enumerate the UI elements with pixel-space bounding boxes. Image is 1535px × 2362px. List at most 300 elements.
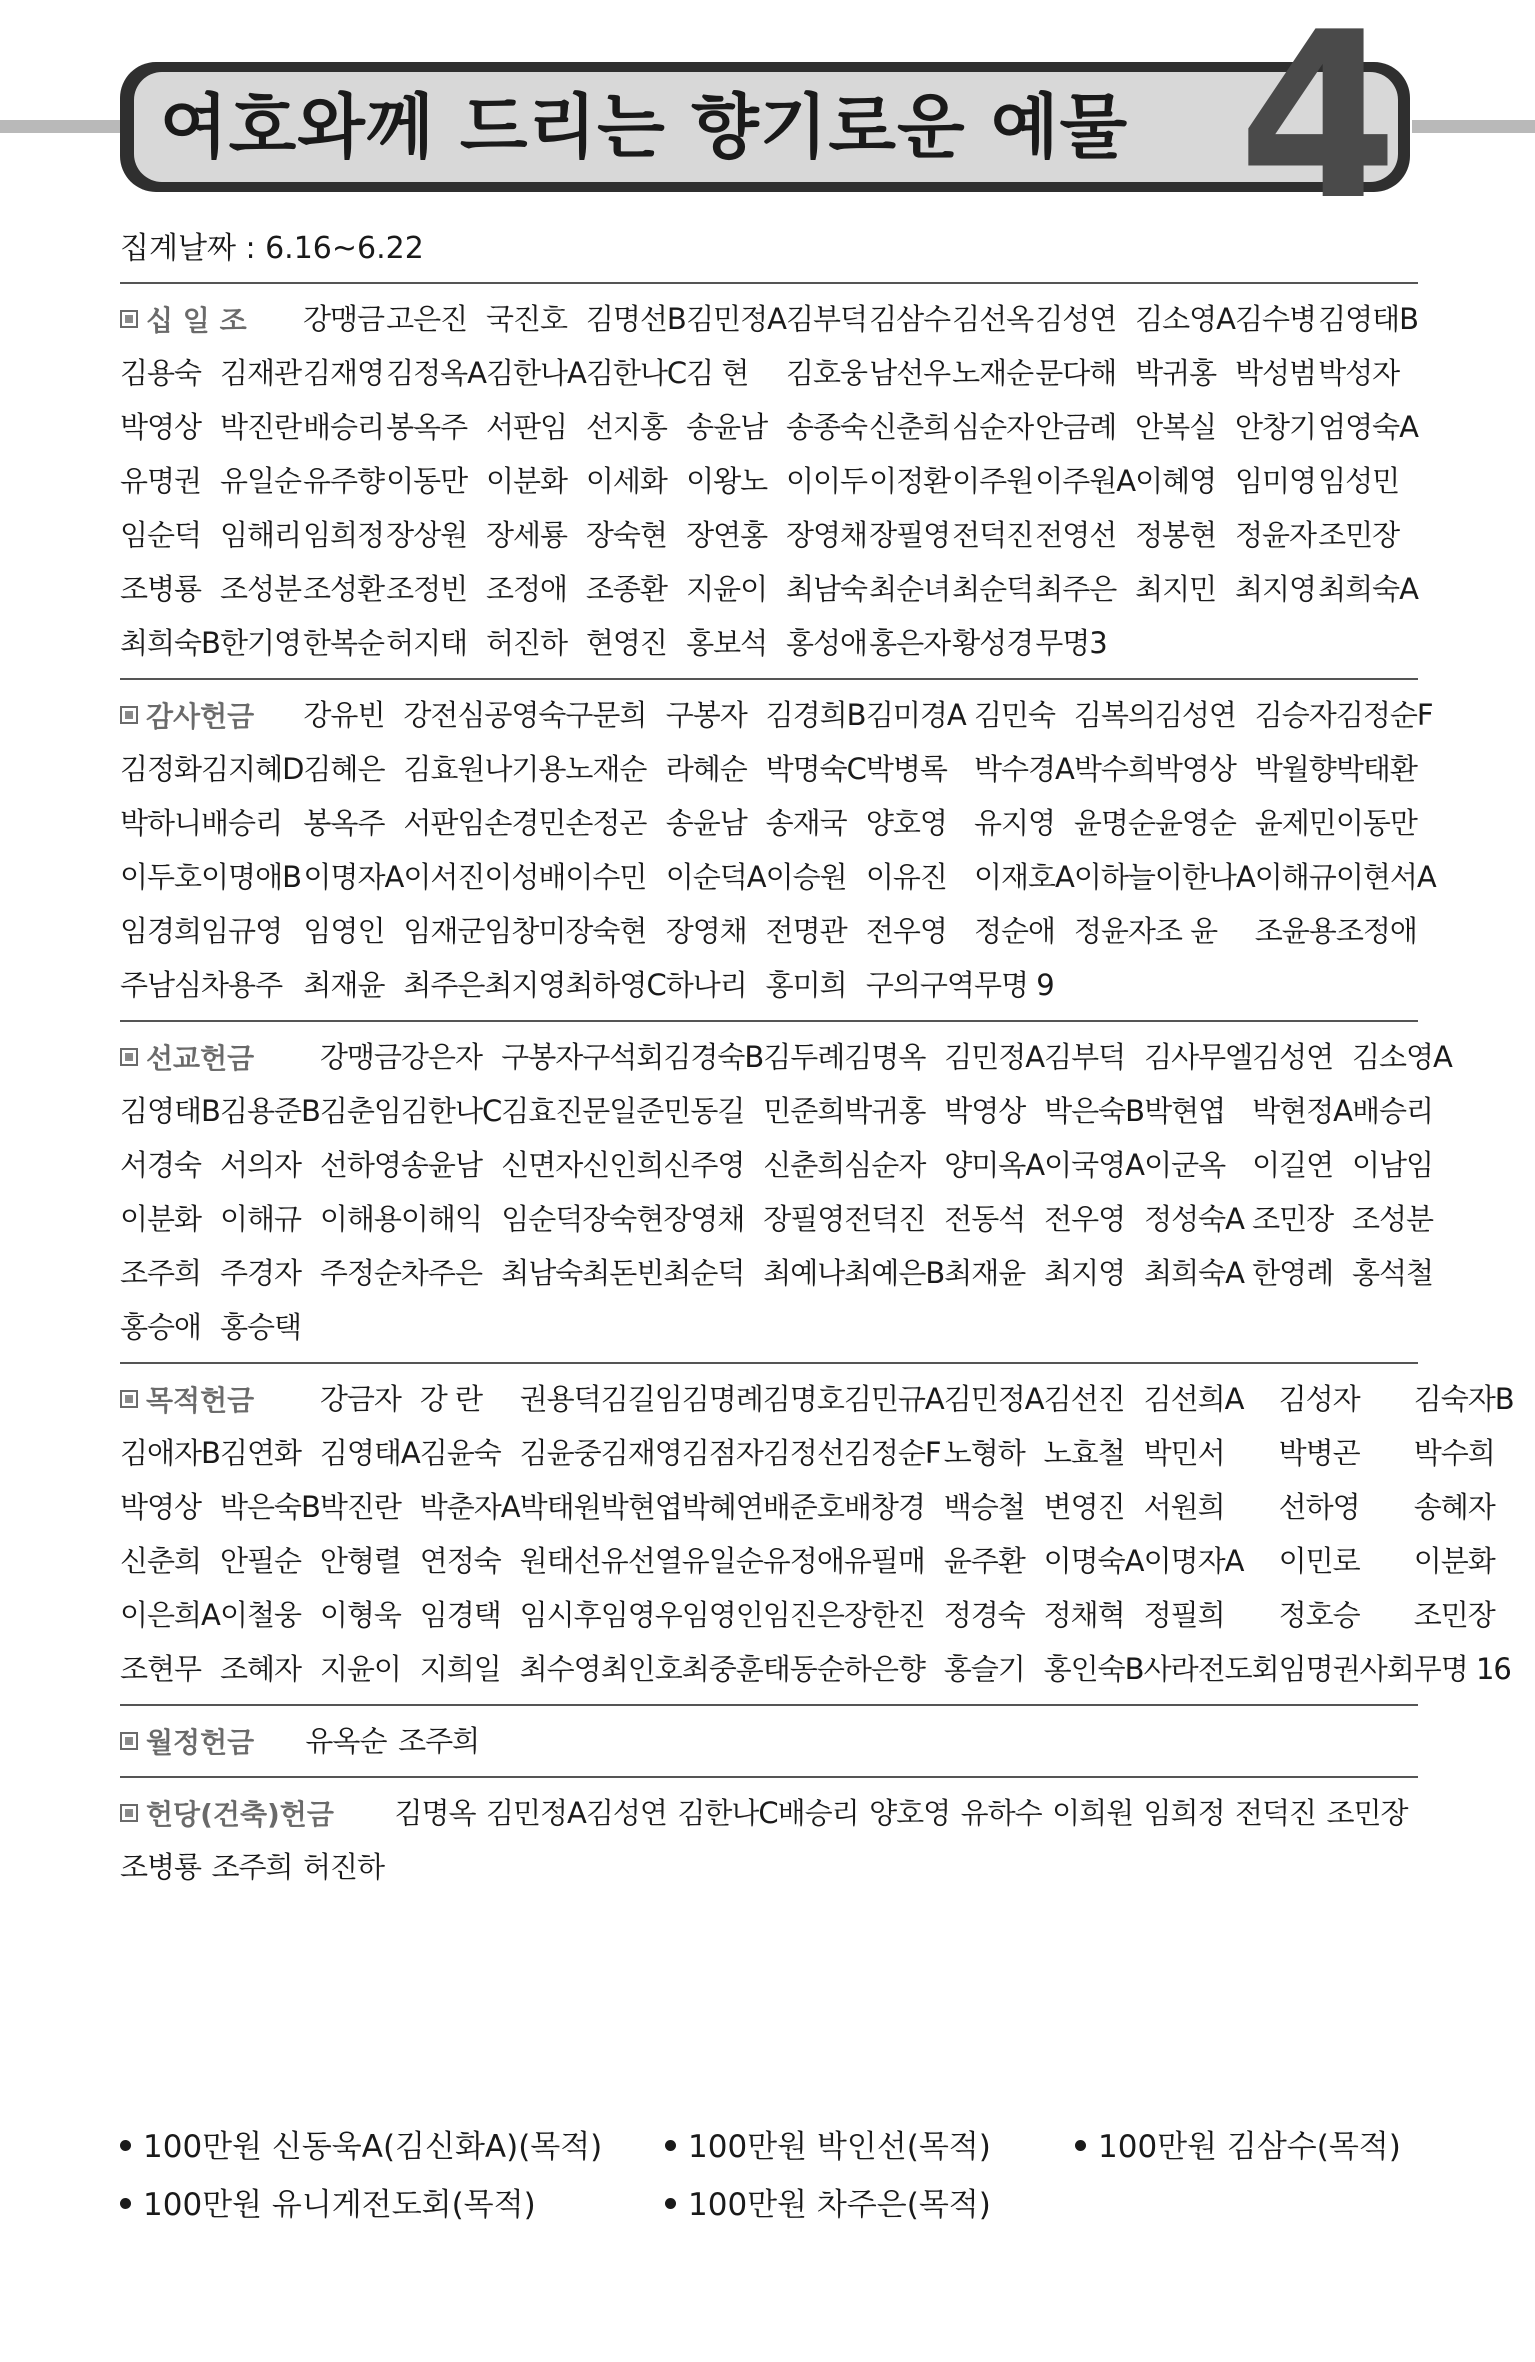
donor-name: 김소영A [1352, 1040, 1452, 1074]
donor-name: 이성배 [484, 860, 566, 894]
donor-name: 한영례 [1252, 1256, 1334, 1290]
donor-name: 정성숙A [1144, 1202, 1244, 1236]
donor-name: 박수희 [1413, 1436, 1495, 1470]
special-gift-text: 100만원 신동욱A(김신화A)(목적) [143, 2129, 603, 2165]
donor-name: 홍승애 [120, 1310, 202, 1344]
donor-name: 김한나C [585, 356, 687, 390]
donor-name: 정윤자 [1235, 518, 1317, 552]
donor-name: 임규영 [201, 914, 283, 948]
donor-name: 김 현 [686, 356, 749, 390]
donor-name: 서의자 [219, 1148, 301, 1182]
donor-name: 백승철 [943, 1490, 1025, 1524]
donor-name: 최희숙B [120, 626, 220, 660]
donor-name: 이남임 [1352, 1148, 1434, 1182]
donor-name: 김수병 [1235, 302, 1317, 336]
donor-name: 최희숙A [1318, 572, 1418, 606]
donor-name: 홍승택 [219, 1310, 301, 1344]
donor-name: 이해규 [1254, 860, 1336, 894]
special-gift-item [1075, 2118, 1401, 2176]
donor-name: 선하영 [319, 1148, 401, 1182]
page-title: 여호와께 드리는 향기로운 예물 [160, 86, 1129, 168]
donor-name: 김용준B [219, 1094, 320, 1128]
donor-name: 김재관 [219, 356, 301, 390]
donor-name: 심순자 [844, 1148, 926, 1182]
donor-name: 전우영 [1044, 1202, 1126, 1236]
special-gift-text: 100만원 박인선(목적) [688, 2129, 991, 2165]
donor-name: 조성환 [303, 572, 385, 606]
donor-name: 양호영 [869, 1796, 951, 1830]
donor-name: 안복실 [1135, 410, 1217, 444]
donor-name: 선하영 [1278, 1490, 1360, 1524]
donor-name: 최예나 [763, 1256, 845, 1290]
square-bullet-icon [120, 706, 138, 724]
donor-name: 김성연 [585, 1796, 667, 1830]
donor-name: 이주원 [952, 464, 1034, 498]
donor-name: 김용숙 [120, 356, 202, 390]
donor-name: 임해리 [219, 518, 301, 552]
section-title: 월정헌금 [146, 1726, 255, 1759]
donor-name: 김윤숙 [419, 1436, 501, 1470]
donor-name: 장연홍 [686, 518, 768, 552]
donor-name: 홍보석 [686, 626, 768, 660]
donor-name: 최재윤 [944, 1256, 1026, 1290]
donor-name: 김사무엘 [1144, 1040, 1253, 1074]
donor-name: 엄영숙A [1318, 410, 1418, 444]
donor-name: 임명권사회 [1278, 1652, 1414, 1686]
donor-name: 김재영 [303, 356, 385, 390]
offering-section [120, 1704, 1418, 1776]
section-title: 선교헌금 [146, 1042, 255, 1075]
donor-name: 노재순 [952, 356, 1034, 390]
donor-name: 봉옥주 [386, 410, 468, 444]
donor-name: 이재호A [973, 860, 1074, 894]
donor-name: 조정애 [485, 572, 567, 606]
donor-name: 김선진 [1043, 1382, 1125, 1416]
donor-name: 박진란 [319, 1490, 401, 1524]
donor-name: 장필영 [869, 518, 951, 552]
donor-name: 강은자 [400, 1040, 482, 1074]
donor-name: 이형욱 [319, 1598, 401, 1632]
donor-name: 고은진 [386, 302, 468, 336]
donor-name: 김승자 [1254, 698, 1336, 732]
donor-name: 박병록 [865, 752, 947, 786]
donor-name: 박귀홍 [1135, 356, 1217, 390]
donor-name: 김민정A [944, 1040, 1045, 1074]
donor-name: 전영선 [1035, 518, 1117, 552]
donor-name: 이서진 [403, 860, 485, 894]
donor-name: 유선열 [600, 1544, 682, 1578]
donor-name: 송재국 [765, 806, 847, 840]
section-heading [120, 1037, 320, 1077]
donor-name: 임순덕 [120, 518, 202, 552]
donor-name: 신인희 [582, 1148, 664, 1182]
donor-name: 조민장 [1413, 1598, 1495, 1632]
donor-name: 박월향 [1254, 752, 1336, 786]
donor-name: 임경희 [120, 914, 202, 948]
donor-name: 최순녀 [869, 572, 951, 606]
donor-name: 김성연 [1035, 302, 1117, 336]
donor-name: 이해익 [400, 1202, 482, 1236]
donor-name: 배승리 [1352, 1094, 1434, 1128]
donor-name: 김영태B [1318, 302, 1418, 336]
donor-name: 양호영 [865, 806, 947, 840]
donor-name: 임성민 [1318, 464, 1400, 498]
date-range: 집계날짜 : 6.16~6.22 [120, 231, 424, 266]
donor-name: 임희정 [303, 518, 385, 552]
donor-name: 문다해 [1035, 356, 1117, 390]
donor-name: 주남심 [120, 968, 202, 1002]
donor-name: 박은숙B [1044, 1094, 1145, 1128]
donor-name: 김민정A [686, 302, 787, 336]
offering-section [120, 1776, 1418, 1902]
donor-name: 전덕진 [1235, 1796, 1317, 1830]
donor-name: 변영진 [1043, 1490, 1125, 1524]
square-bullet-icon [120, 1804, 138, 1822]
donor-name: 이정환 [869, 464, 951, 498]
donor-name: 안필순 [219, 1544, 301, 1578]
donor-name: 조주희 [120, 1256, 202, 1290]
donor-name: 김지혜D [201, 752, 304, 786]
donor-name: 박귀홍 [844, 1094, 926, 1128]
offerings-list [120, 282, 1514, 1902]
donor-name: 구석회 [582, 1040, 664, 1074]
donor-name: 이분화 [120, 1202, 202, 1236]
donor-name: 이수민 [565, 860, 647, 894]
donor-name: 김경숙B [663, 1040, 764, 1074]
donor-name: 조현무 [120, 1652, 202, 1686]
donor-name: 김혜은 [303, 752, 385, 786]
square-bullet-icon [120, 1390, 138, 1408]
square-bullet-icon [120, 1732, 138, 1750]
donor-name: 이동만 [386, 464, 468, 498]
donor-name: 연정숙 [419, 1544, 501, 1578]
donor-name: 김부덕 [786, 302, 868, 336]
donor-name: 최하영C [565, 968, 666, 1002]
donor-name: 공영숙 [484, 698, 566, 732]
donor-name: 한기영 [219, 626, 301, 660]
donor-name: 김복의 [1073, 698, 1155, 732]
donor-name: 김영태A [319, 1436, 420, 1470]
donor-name: 권용덕 [519, 1382, 601, 1416]
donor-name: 홍성애 [786, 626, 868, 660]
donor-name: 김선옥 [952, 302, 1034, 336]
donor-name: 홍인숙B [1043, 1652, 1144, 1686]
bullet-icon [120, 2198, 131, 2209]
donor-name: 강맹금 [319, 1040, 401, 1074]
donor-name: 박성자 [1318, 356, 1400, 390]
donor-name: 박현정A [1252, 1094, 1353, 1128]
donor-name: 이분화 [485, 464, 567, 498]
donor-name: 김점자 [681, 1436, 763, 1470]
special-gifts [120, 2118, 1418, 2234]
donor-name: 조민장 [1326, 1796, 1408, 1830]
donor-name: 조윤용 [1254, 914, 1336, 948]
donor-name: 무명 9 [973, 968, 1054, 1002]
donor-name: 정경숙 [943, 1598, 1025, 1632]
donor-name: 임시후 [519, 1598, 601, 1632]
donor-name: 전덕진 [844, 1202, 926, 1236]
donor-name: 이은희A [120, 1598, 220, 1632]
donor-name: 윤주환 [943, 1544, 1025, 1578]
donor-name: 한복순 [303, 626, 385, 660]
donor-name: 박혜연 [681, 1490, 763, 1524]
donor-name: 최인호 [600, 1652, 682, 1686]
donor-name: 유명권 [120, 464, 202, 498]
square-bullet-icon [120, 1048, 138, 1066]
donor-name: 조병룡 [120, 1850, 202, 1884]
donor-name: 배창경 [843, 1490, 925, 1524]
donor-name: 전우영 [865, 914, 947, 948]
donor-name: 조 윤 [1154, 914, 1218, 948]
offering-section [120, 678, 1436, 1020]
donor-name: 김삼수 [869, 302, 951, 336]
donor-name: 송혜자 [1413, 1490, 1495, 1524]
donor-name: 선지홍 [585, 410, 667, 444]
donor-name: 정윤자 [1073, 914, 1155, 948]
donor-name: 무명3 [1035, 626, 1107, 660]
donor-name: 신주영 [663, 1148, 745, 1182]
donor-name: 송윤남 [400, 1148, 482, 1182]
section-title: 헌당(건축)헌금 [146, 1798, 334, 1831]
donor-name: 신춘희 [120, 1544, 202, 1578]
donor-name: 김한나C [400, 1094, 502, 1128]
donor-name: 김미경A [865, 698, 966, 732]
donor-name: 이민로 [1278, 1544, 1360, 1578]
donor-name: 김민숙 [973, 698, 1055, 732]
special-gift-item [120, 2176, 536, 2234]
donor-name: 김민정A [943, 1382, 1044, 1416]
donor-name: 박태환 [1335, 752, 1417, 786]
donor-name: 홍은자 [869, 626, 951, 660]
donor-name: 송윤남 [665, 806, 747, 840]
donor-name: 김선희A [1143, 1382, 1244, 1416]
donor-name: 김소영A [1135, 302, 1235, 336]
donor-name: 최남숙 [786, 572, 868, 606]
donor-name: 이분화 [1413, 1544, 1495, 1578]
donor-name: 김춘임 [319, 1094, 401, 1128]
donor-name: 유주향 [303, 464, 385, 498]
donor-name: 유하수 [960, 1796, 1042, 1830]
donor-name: 서원희 [1143, 1490, 1225, 1524]
donor-name: 박하니 [120, 806, 202, 840]
donor-name: 무명 16 [1413, 1652, 1511, 1686]
donor-name: 허진하 [485, 626, 567, 660]
donor-name: 강 란 [419, 1382, 483, 1416]
donor-name: 박수경A [973, 752, 1074, 786]
donor-name: 전덕진 [952, 518, 1034, 552]
special-gift-text: 100만원 김삼수(목적) [1098, 2129, 1401, 2165]
special-gift-item [665, 2176, 991, 2234]
donor-name: 이명숙A [1043, 1544, 1144, 1578]
donor-name: 이두호 [120, 860, 202, 894]
donor-name: 정순애 [973, 914, 1055, 948]
donor-name: 강금자 [319, 1382, 401, 1416]
bullet-icon [1075, 2140, 1086, 2151]
special-gift-item [665, 2118, 991, 2176]
donor-name: 최중훈 [681, 1652, 763, 1686]
donor-name: 임미영 [1235, 464, 1317, 498]
donor-name: 김재영 [600, 1436, 682, 1470]
donor-name: 김정순F [1335, 698, 1433, 732]
donor-name: 송종숙 [786, 410, 868, 444]
donor-name: 국진호 [485, 302, 567, 336]
donor-name: 박영상 [944, 1094, 1026, 1128]
donor-name: 전명관 [765, 914, 847, 948]
donor-name: 김성연 [1252, 1040, 1334, 1074]
donor-name: 신춘희 [763, 1148, 845, 1182]
donor-name: 김명선B [585, 302, 686, 336]
donor-name: 박현엽 [600, 1490, 682, 1524]
donor-name: 임영우 [600, 1598, 682, 1632]
donor-name: 전동석 [944, 1202, 1026, 1236]
donor-name: 원태선 [519, 1544, 601, 1578]
donor-name: 김정순F [843, 1436, 941, 1470]
section-heading [120, 1379, 320, 1419]
donor-name: 배준호 [762, 1490, 844, 1524]
donor-name: 김성연 [1154, 698, 1236, 732]
donor-name: 이유진 [865, 860, 947, 894]
donor-name: 김호웅 [786, 356, 868, 390]
donor-name: 강전심 [403, 698, 485, 732]
donor-name: 남선우 [869, 356, 951, 390]
donor-name: 정필희 [1143, 1598, 1225, 1632]
donor-name: 최돈빈 [582, 1256, 664, 1290]
donor-name: 허지태 [386, 626, 468, 660]
donor-name: 최수영 [519, 1652, 601, 1686]
donor-name: 유옥순 [305, 1724, 387, 1758]
donor-name: 김길임 [600, 1382, 682, 1416]
donor-name: 조성분 [219, 572, 301, 606]
donor-name: 이동만 [1335, 806, 1417, 840]
donor-name: 유일순 [681, 1544, 763, 1578]
offering-section [120, 1362, 1514, 1704]
donor-name: 임희정 [1143, 1796, 1225, 1830]
donor-name: 임창미 [484, 914, 566, 948]
donor-name: 박현엽 [1144, 1094, 1226, 1128]
donor-name: 양미옥A [944, 1148, 1045, 1182]
donor-name: 임재군 [403, 914, 485, 948]
donor-name: 구봉자 [501, 1040, 583, 1074]
donor-name: 이명자A [303, 860, 404, 894]
donor-name: 장영채 [786, 518, 868, 552]
donor-name: 김정화 [120, 752, 202, 786]
donor-name: 장상원 [386, 518, 468, 552]
donor-name: 문일준 [582, 1094, 664, 1128]
donor-name: 박춘자A [419, 1490, 520, 1524]
donor-name: 하은향 [843, 1652, 925, 1686]
section-title: 십 일 조 [146, 304, 247, 337]
donor-name: 조종환 [585, 572, 667, 606]
donor-name: 장영채 [663, 1202, 745, 1236]
section-title: 목적헌금 [146, 1384, 255, 1417]
donor-name: 이현서A [1335, 860, 1436, 894]
donor-name: 이혜영 [1135, 464, 1217, 498]
donor-name: 정호승 [1278, 1598, 1360, 1632]
donor-name: 서판임 [403, 806, 485, 840]
donor-name: 최지영 [484, 968, 566, 1002]
donor-name: 신면자 [501, 1148, 583, 1182]
donor-name: 박영상 [120, 1490, 202, 1524]
donor-name: 유필매 [843, 1544, 925, 1578]
donor-name: 하나리 [665, 968, 747, 1002]
donor-name: 구봉자 [665, 698, 747, 732]
donor-name: 노효철 [1043, 1436, 1125, 1470]
donor-name: 서판임 [485, 410, 567, 444]
donor-name: 박성범 [1235, 356, 1317, 390]
donor-name: 김부덕 [1044, 1040, 1126, 1074]
donor-name: 지희일 [419, 1652, 501, 1686]
donor-name: 안형렬 [319, 1544, 401, 1578]
donor-name: 김효원 [403, 752, 485, 786]
donor-name: 이군옥 [1144, 1148, 1226, 1182]
offering-section [120, 1020, 1452, 1362]
donor-name: 장영채 [665, 914, 747, 948]
donor-name: 태동순 [762, 1652, 844, 1686]
donor-name: 이승원 [765, 860, 847, 894]
donor-name: 조민장 [1252, 1202, 1334, 1236]
donor-name: 김애자B [120, 1436, 220, 1470]
header-rule-left [0, 120, 122, 133]
donor-name: 심순자 [952, 410, 1034, 444]
donor-name: 구문희 [565, 698, 647, 732]
donor-name: 유정애 [762, 1544, 844, 1578]
donor-name: 강맹금 [303, 302, 385, 336]
donor-name: 윤명순 [1073, 806, 1155, 840]
donor-name: 현영진 [585, 626, 667, 660]
donor-name: 노재순 [565, 752, 647, 786]
donor-name: 정채혁 [1043, 1598, 1125, 1632]
donor-name: 차주은 [400, 1256, 482, 1290]
donor-name: 지윤이 [686, 572, 768, 606]
donor-name: 이철웅 [219, 1598, 301, 1632]
donor-name: 조민장 [1318, 518, 1400, 552]
donor-name: 허진하 [302, 1850, 385, 1884]
donor-name: 박영상 [1154, 752, 1236, 786]
donor-name: 배승리 [303, 410, 385, 444]
donor-name: 구의구역 [865, 968, 974, 1002]
donor-name: 김명례 [681, 1382, 763, 1416]
donor-name: 송윤남 [686, 410, 768, 444]
donor-name: 안창기 [1235, 410, 1317, 444]
donor-name: 손경민 [484, 806, 566, 840]
donor-name: 박수희 [1073, 752, 1155, 786]
donor-name: 임진은 [762, 1598, 844, 1632]
donor-name: 조혜자 [219, 1652, 301, 1686]
donor-name: 김민규A [843, 1382, 944, 1416]
donor-name: 김연화 [219, 1436, 301, 1470]
donor-name: 주경자 [219, 1256, 301, 1290]
donor-name: 이왕노 [686, 464, 768, 498]
section-heading [120, 1793, 394, 1833]
donor-name: 김명옥 [844, 1040, 926, 1074]
donor-name: 최지민 [1135, 572, 1217, 606]
donor-name: 신춘희 [869, 410, 951, 444]
donor-name: 조주희 [398, 1724, 480, 1758]
donor-name: 김성자 [1278, 1382, 1360, 1416]
donor-name: 박은숙B [219, 1490, 320, 1524]
donor-name: 장필영 [763, 1202, 845, 1236]
donor-name: 노형하 [943, 1436, 1025, 1470]
section-heading [120, 299, 303, 339]
bullet-icon [665, 2140, 676, 2151]
donor-name: 박명숙C [765, 752, 866, 786]
donor-name: 민동길 [663, 1094, 745, 1128]
donor-name: 김윤중 [519, 1436, 601, 1470]
donor-name: 김경희B [765, 698, 866, 732]
donor-name: 이희원 [1052, 1796, 1134, 1830]
donor-name: 안금례 [1035, 410, 1117, 444]
donor-name: 이국영A [1044, 1148, 1145, 1182]
